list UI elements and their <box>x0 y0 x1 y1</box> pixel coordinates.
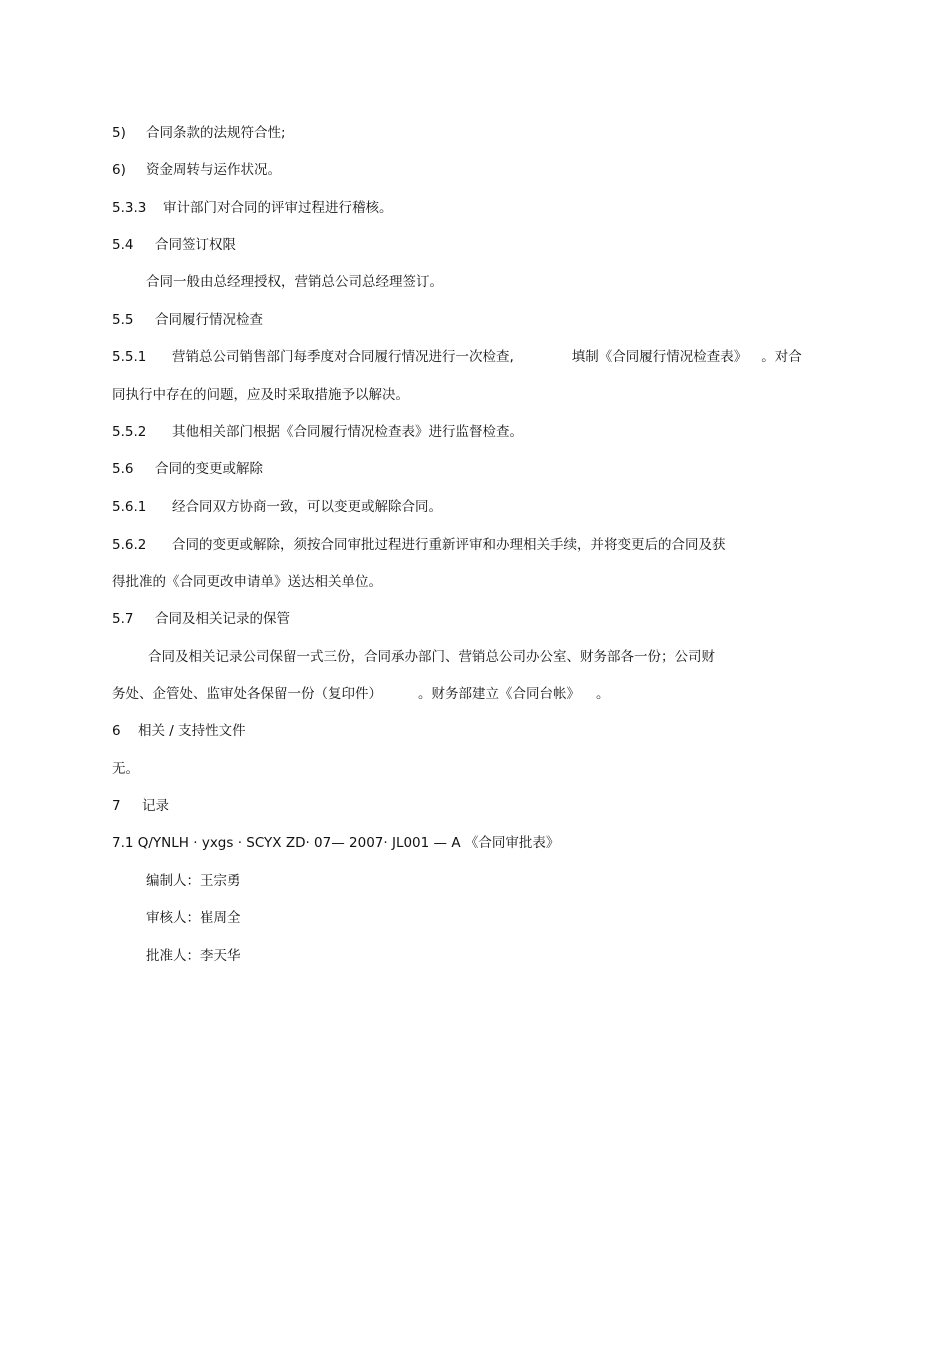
section-5-5-1 <box>112 348 802 366</box>
section-heading-5-6 <box>112 460 263 478</box>
section-number: 5.4 <box>112 237 134 253</box>
section-heading-5-7 <box>112 610 290 628</box>
signoff-reviewed-by <box>146 909 241 927</box>
section-number: 5.6.2 <box>112 537 147 553</box>
item-number: 5) <box>112 125 126 141</box>
paragraph-record-keeping <box>148 648 715 666</box>
section-title: 合同的变更或解除 <box>155 461 263 477</box>
section-number: 5.5.2 <box>112 424 147 440</box>
paragraph-text-part-c: 。 <box>596 686 610 702</box>
section-number: 5.5 <box>112 312 134 328</box>
section-text: 合同的变更或解除，须按合同审批过程进行重新评审和办理相关手续，并将变更后的合同及获 <box>172 537 726 553</box>
section-5-5-2 <box>112 423 523 441</box>
section-number: 5.7 <box>112 611 134 627</box>
paragraph-text: 得批准的《合同更改申请单》送达相关单位。 <box>112 574 382 590</box>
signoff-prepared-by <box>146 872 241 890</box>
item-text: 资金周转与运作状况。 <box>146 162 281 178</box>
signoff-text: 编制人：王宗勇 <box>146 873 241 889</box>
section-title: 记录 <box>142 798 169 814</box>
paragraph-continuation <box>112 685 610 703</box>
signoff-text: 审核人：崔周全 <box>146 910 241 926</box>
item-number: 6) <box>112 162 126 178</box>
section-number: 7 <box>112 798 121 814</box>
section-title: 合同签订权限 <box>155 237 236 253</box>
record-code: 7.1 Q/YNLH · yxgs · SCYX ZD· 07— 2007· JL001 — A 《合同审批表》 <box>112 835 560 851</box>
paragraph-continuation <box>112 573 382 591</box>
section-number: 5.6 <box>112 461 134 477</box>
paragraph-continuation <box>112 386 409 404</box>
section-heading-7 <box>112 797 169 815</box>
paragraph-signing-authority <box>146 273 443 291</box>
paragraph-none <box>112 760 139 778</box>
item-text: 合同条款的法规符合性; <box>146 125 286 141</box>
section-heading-5-4 <box>112 236 236 254</box>
section-text-part-a: 营销总公司销售部门每季度对合同履行情况进行一次检查, <box>172 349 514 365</box>
section-number: 5.6.1 <box>112 499 147 515</box>
paragraph-text-part-a: 务处、企管处、监审处各保留一份（复印件） <box>112 686 382 702</box>
list-item-6 <box>112 161 281 179</box>
paragraph-text: 合同一般由总经理授权，营销总公司总经理签订。 <box>146 274 443 290</box>
signoff-text: 批准人：李天华 <box>146 948 241 964</box>
section-5-6-1 <box>112 498 442 516</box>
section-text-part-b: 填制《合同履行情况检查表》 <box>571 349 748 365</box>
signoff-approved-by <box>146 947 241 965</box>
section-text: 审计部门对合同的评审过程进行稽核。 <box>163 200 393 216</box>
section-title: 相关 / 支持性文件 <box>138 723 246 739</box>
paragraph-text: 无。 <box>112 761 139 777</box>
section-number: 6 <box>112 723 121 739</box>
paragraph-text: 同执行中存在的问题，应及时采取措施予以解决。 <box>112 387 409 403</box>
record-reference <box>112 834 559 852</box>
section-text: 其他相关部门根据《合同履行情况检查表》进行监督检查。 <box>172 424 523 440</box>
paragraph-text-part-b: 。财务部建立《合同台帐》 <box>418 686 580 702</box>
section-title: 合同履行情况检查 <box>155 312 263 328</box>
section-number: 5.3.3 <box>112 200 147 216</box>
section-text-part-c: 。对合 <box>761 349 802 365</box>
section-heading-6 <box>112 722 246 740</box>
list-item-5 <box>112 124 286 142</box>
section-number: 5.5.1 <box>112 349 147 365</box>
paragraph-text: 合同及相关记录公司保留一式三份，合同承办部门、营销总公司办公室、财务部各一份；公司财 <box>148 649 715 665</box>
section-5-3-3 <box>112 199 393 217</box>
section-5-6-2 <box>112 536 726 554</box>
section-text: 经合同双方协商一致，可以变更或解除合同。 <box>172 499 442 515</box>
section-heading-5-5 <box>112 311 263 329</box>
section-title: 合同及相关记录的保管 <box>155 611 290 627</box>
